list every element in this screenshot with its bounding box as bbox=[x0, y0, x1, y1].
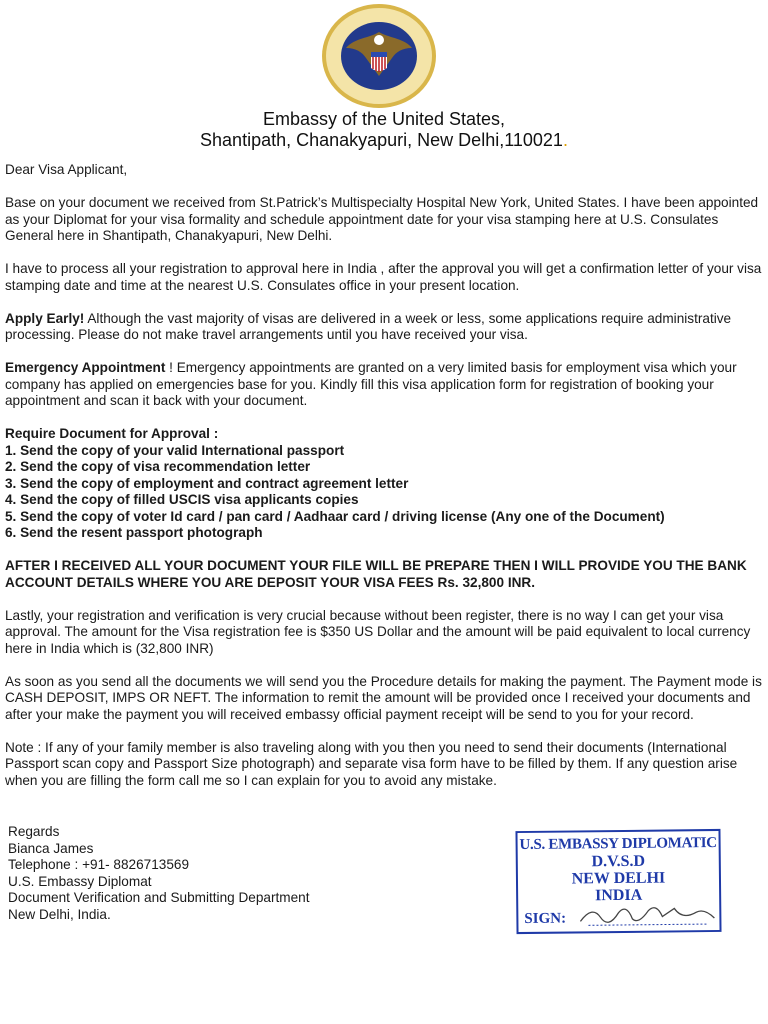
emergency-lead: Emergency Appointment bbox=[5, 360, 166, 375]
paragraph-fee: Lastly, your registration and verification is very crucial because without been register, there is no way I can get your visa approval. The amount for the Visa registration fee is $350 US Dollar and the amount will be paid equivalent to local currency here in India which is (32,800 INR) bbox=[5, 607, 751, 656]
salutation: Dear Visa Applicant, bbox=[5, 162, 128, 177]
paragraph-appointment: Base on your document we received from St.Patrick’s Multispecialty Hospital New York, United States. I have been appointed as your Diplomat for your visa formality and schedule appointment date for your visa stamping here at U.S. Consulates General here in Shantipath, Chanakyapuri, New Delhi. bbox=[5, 195, 759, 243]
eagle-seal-icon bbox=[320, 2, 438, 110]
list-item: 1. Send the copy of your valid International passport bbox=[5, 442, 345, 458]
embassy-name: Embassy of the United States, bbox=[262, 109, 506, 129]
regards: Regards bbox=[8, 824, 60, 839]
stamp-sign-label: SIGN: bbox=[524, 910, 567, 927]
paragraph-note: Note : If any of your family member is also traveling along with you then you need to send their documents (International Passport scan copy and Passport Size photograph) and separate visa form have to be filled by them. If any question arise when you are filling the form call me so I can explain for you to avoid any mistake. bbox=[5, 739, 738, 788]
handwritten-signature-icon bbox=[578, 898, 718, 929]
embassy-address: Shantipath, Chanakyapuri, New Delhi,110021. bbox=[200, 130, 568, 150]
location: New Delhi, India. bbox=[8, 906, 111, 922]
stamp-line-3: NEW DELHI bbox=[571, 869, 666, 888]
department: Document Verification and Submitting Department bbox=[8, 890, 310, 905]
address-dot: . bbox=[562, 130, 568, 150]
list-item: 4. Send the copy of filled USCIS visa applicants copies bbox=[5, 492, 359, 507]
bank-account-notice: AFTER I RECEIVED ALL YOUR DOCUMENT YOUR FILE WILL BE PREPARE THEN I WILL PROVIDE YOU THE BANK ACCOUNT DETAILS WHERE YOU ARE DEPOSIT YOUR VISA FEES Rs. 32,800 INR. bbox=[5, 558, 747, 590]
list-item: 2. Send the copy of visa recommendation letter bbox=[5, 459, 311, 474]
stamp-line-2: D.V.S.D bbox=[591, 852, 646, 871]
list-item: 6. Send the resent passport photograph bbox=[5, 525, 263, 540]
list-item: 3. Send the copy of employment and contract agreement letter bbox=[5, 475, 409, 491]
stamp-line-1: U.S. EMBASSY DIPLOMATIC bbox=[519, 834, 717, 854]
paragraph-payment: As soon as you send all the documents we will send you the Procedure details for making the payment. The Payment mode is CASH DEPOSIT, IMPS OR NEFT. The information to remit the amount will be provided once I received your documents and after your make the payment you will received embassy official payment receipt will be send to you for your record. bbox=[5, 673, 762, 722]
telephone: Telephone : +91- 8826713569 bbox=[8, 857, 190, 872]
requirements-list bbox=[5, 443, 765, 542]
signer-title: U.S. Embassy Diplomat bbox=[8, 873, 152, 889]
requirements-heading: Require Document for Approval : bbox=[5, 426, 219, 441]
paragraph-registration: I have to process all your registration to approval here in India , after the approval you will get a confirmation letter of your visa stamping date and time at the nearest U.S. Consulates office in your present location. bbox=[5, 261, 762, 293]
embassy-seal bbox=[320, 2, 438, 110]
official-stamp bbox=[515, 829, 721, 934]
letterhead bbox=[0, 109, 768, 151]
list-item: 5. Send the copy of voter Id card / pan card / Aadhaar card / driving license (Any one of the Document) bbox=[5, 508, 665, 524]
letter-body bbox=[5, 162, 765, 806]
signer-name: Bianca James bbox=[8, 840, 94, 856]
paragraph-apply-early: Apply Early! Although the vast majority of visas are delivered in a week or less, some applications require administrative processing. Please do not make travel arrangements until you have received your visa. bbox=[5, 310, 732, 342]
paragraph-emergency: Emergency Appointment ! Emergency appointments are granted on a very limited basis for employment visa which your company has applied on emergencies base for you. Kindly fill this visa application form for registration of booking your appointment and scan it back with your document. bbox=[5, 360, 737, 408]
signature-block bbox=[8, 824, 310, 923]
requirements-section bbox=[5, 426, 765, 542]
apply-early-lead: Apply Early! bbox=[5, 310, 85, 326]
stamp-line-4: INDIA bbox=[594, 886, 643, 905]
